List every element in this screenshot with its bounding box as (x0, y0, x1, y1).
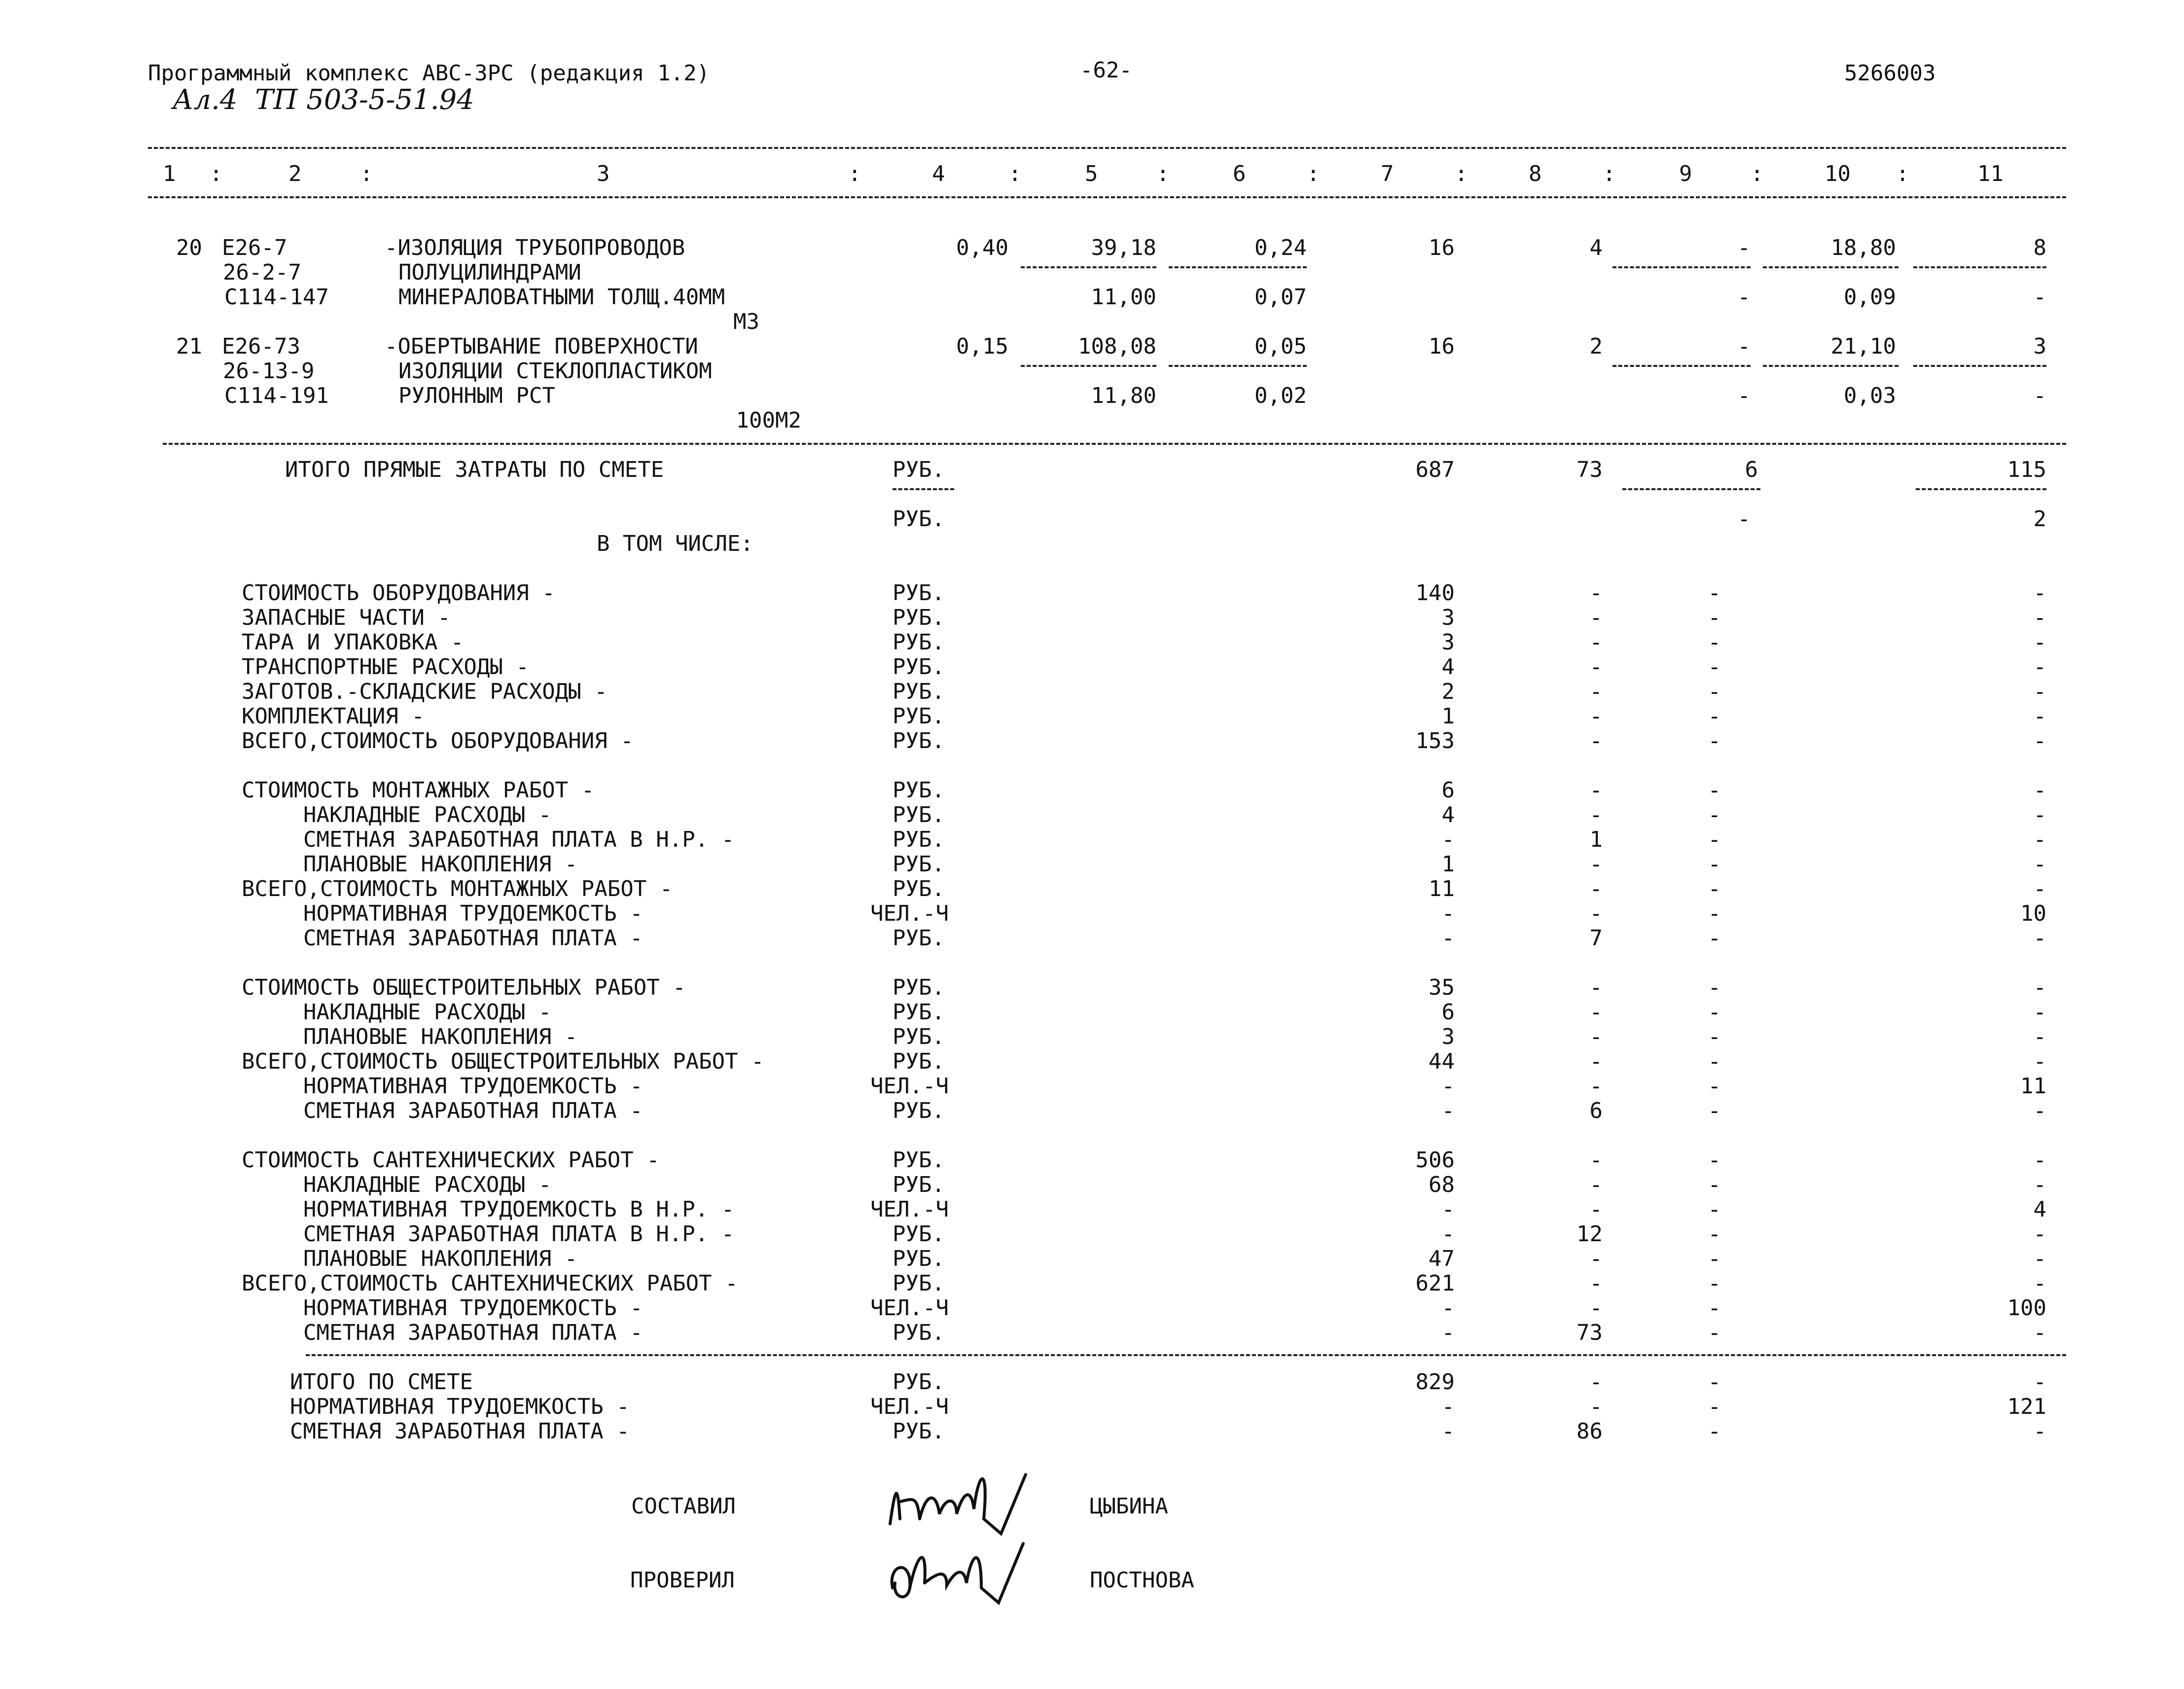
item-c7: 16 (1429, 334, 1455, 359)
direct-total-c7: 687 (1415, 457, 1455, 482)
summary-unit: РУБ. (893, 852, 945, 877)
column-separator: : (848, 161, 861, 186)
summary-label: ПЛАНОВЫЕ НАКОПЛЕНИЯ - (303, 852, 578, 877)
summary-c9: - (1708, 1295, 1721, 1321)
summary-unit: РУБ. (893, 1000, 945, 1025)
summary-unit: РУБ. (893, 876, 945, 901)
summary-label: НАКЛАДНЫЕ РАСХОДЫ - (303, 1172, 552, 1197)
summary-c9: - (1708, 1024, 1721, 1049)
summary-c11: - (2033, 654, 2046, 680)
summary-c7: 1 (1441, 704, 1455, 729)
item-c7: 16 (1429, 235, 1455, 260)
summary-label: НОРМАТИВНАЯ ТРУДОЕМКОСТЬ - (303, 1295, 643, 1321)
grand-total-c9: - (1708, 1394, 1721, 1419)
summary-label: ЗАПАСНЫЕ ЧАСТИ - (242, 605, 451, 630)
summary-unit: РУБ. (893, 1246, 945, 1271)
summary-c11: - (2033, 728, 2046, 754)
summary-c8: 73 (1576, 1320, 1603, 1345)
summary-c7: 11 (1429, 876, 1455, 901)
direct-total-unit: РУБ. (893, 457, 945, 482)
grand-total-c7: 829 (1415, 1369, 1455, 1395)
summary-c8: 12 (1576, 1222, 1603, 1247)
summary-label: ТАРА И УПАКОВКА - (242, 630, 464, 655)
summary-c7: 6 (1441, 778, 1455, 803)
summary-c11: - (2033, 605, 2046, 630)
column-header-6: 6 (1233, 161, 1246, 186)
summary-c8: - (1589, 1148, 1603, 1173)
item-c4: 0,15 (956, 334, 1008, 359)
item-underline-c6 (1169, 365, 1307, 367)
item-c8: 4 (1589, 235, 1603, 260)
grand-total-unit: РУБ. (893, 1369, 945, 1395)
summary-c8: - (1589, 1295, 1603, 1321)
summary-label: СМЕТНАЯ ЗАРАБОТНАЯ ПЛАТА - (303, 1320, 643, 1345)
grand-total-c7: - (1441, 1394, 1455, 1419)
summary-label: КОМПЛЕКТАЦИЯ - (242, 704, 425, 729)
summary-unit: РУБ. (893, 827, 945, 852)
summary-c11: - (2033, 778, 2046, 803)
summary-c9: - (1708, 778, 1721, 803)
summary-unit: РУБ. (893, 1172, 945, 1197)
summary-unit: ЧЕЛ.-Ч (870, 1197, 949, 1222)
summary-c9: - (1708, 580, 1721, 606)
item-c9: - (1737, 334, 1751, 359)
summary-c7: 3 (1441, 605, 1455, 630)
summary-c11: - (2033, 1320, 2046, 1345)
page-number: -62- (1080, 58, 1132, 83)
item-code: Е26-7 (222, 235, 287, 260)
column-header-9: 9 (1679, 161, 1692, 186)
program-title: Программный комплекс АВС-3РС (редакция 1.2) (148, 61, 710, 86)
direct-total-c9: 6 (1745, 457, 1758, 482)
items-bottom-rule (163, 443, 2066, 445)
summary-c9: - (1708, 704, 1721, 729)
item-c6: 0,05 (1254, 334, 1307, 359)
summary-c9: - (1708, 630, 1721, 655)
column-separator: : (1156, 161, 1170, 186)
summary-c9: - (1708, 1098, 1721, 1123)
item-code: 26-2-7 (223, 260, 301, 285)
column-separator: : (1307, 161, 1320, 186)
item-unit: 100М2 (736, 408, 801, 433)
summary-c7: 506 (1415, 1148, 1455, 1173)
summary-c11: - (2033, 1222, 2046, 1247)
summary-label: СМЕТНАЯ ЗАРАБОТНАЯ ПЛАТА В Н.Р. - (303, 827, 735, 852)
grand-total-unit: ЧЕЛ.-Ч (870, 1394, 949, 1419)
summary-label: ЗАГОТОВ.-СКЛАДСКИЕ РАСХОДЫ - (242, 679, 608, 704)
summary-c11: - (2033, 802, 2046, 827)
handwritten-reference: Ал.4 ТП 503-5-51.94 (173, 84, 474, 116)
summary-c11: - (2033, 1000, 2046, 1025)
item-underline-c6 (1169, 266, 1307, 268)
summary-c8: - (1589, 630, 1603, 655)
grand-total-c9: - (1708, 1369, 1721, 1395)
column-header-3: 3 (597, 161, 610, 186)
header-bottom-rule (148, 196, 2066, 198)
summary-unit: РУБ. (893, 1222, 945, 1247)
summary-c7: 3 (1441, 1024, 1455, 1049)
grand-total-c11: - (2033, 1419, 2046, 1444)
summary-c11: - (2033, 876, 2046, 901)
item-c5: 39,18 (1091, 235, 1156, 260)
grand-total-c11: - (2033, 1369, 2046, 1395)
summary-unit: РУБ. (893, 802, 945, 827)
item-c10-materials: 0,03 (1844, 383, 1896, 408)
summary-c8: - (1589, 580, 1603, 606)
summary-c11: 11 (2020, 1074, 2046, 1099)
summary-unit: РУБ. (893, 1148, 945, 1173)
summary-c7: - (1441, 1074, 1455, 1099)
summary-c11: - (2033, 1246, 2046, 1271)
summary-c7: 68 (1429, 1172, 1455, 1197)
signature-checked (883, 1534, 1031, 1617)
summary-c8: 6 (1589, 1098, 1603, 1123)
summary-c8: - (1589, 1197, 1603, 1222)
summary-unit: РУБ. (893, 580, 945, 606)
header-top-rule (148, 147, 2066, 149)
direct-total-unit-2: РУБ. (893, 506, 945, 532)
checked-name: ПОСТНОВА (1090, 1568, 1194, 1593)
item-c6: 0,24 (1254, 235, 1307, 260)
summary-c9: - (1708, 1074, 1721, 1099)
summary-c7: - (1441, 827, 1455, 852)
summary-c11: - (2033, 926, 2046, 951)
summary-c7: 47 (1429, 1246, 1455, 1271)
summary-c7: 1 (1441, 852, 1455, 877)
grand-total-label: ИТОГО ПО СМЕТЕ (290, 1369, 473, 1395)
summary-c9: - (1708, 1246, 1721, 1271)
item-code: С114-147 (224, 285, 329, 310)
grand-total-c8: - (1589, 1394, 1603, 1419)
item-description: -ИЗОЛЯЦИЯ ТРУБОПРОВОДОВ (385, 235, 685, 260)
item-c9-materials: - (1737, 285, 1751, 310)
summary-c9: - (1708, 605, 1721, 630)
summary-c9: - (1708, 1148, 1721, 1173)
summary-c11: - (2033, 1271, 2046, 1296)
column-header-2: 2 (288, 161, 302, 186)
summary-unit: РУБ. (893, 630, 945, 655)
item-underline-c10 (1763, 365, 1898, 367)
item-c6-materials: 0,02 (1254, 383, 1307, 408)
summary-unit: РУБ. (893, 1098, 945, 1123)
column-separator: : (1751, 161, 1764, 186)
item-c10-materials: 0,09 (1844, 285, 1896, 310)
column-separator: : (1603, 161, 1616, 186)
column-header-11: 11 (1977, 161, 2004, 186)
summary-c9: - (1708, 852, 1721, 877)
summary-c9: - (1708, 975, 1721, 1000)
summary-c11: - (2033, 827, 2046, 852)
item-c9: - (1737, 235, 1751, 260)
summary-c11: - (2033, 580, 2046, 606)
summary-label: СМЕТНАЯ ЗАРАБОТНАЯ ПЛАТА В Н.Р. - (303, 1222, 735, 1247)
item-c11: 3 (2033, 334, 2046, 359)
summary-c9: - (1708, 1320, 1721, 1345)
summary-unit: РУБ. (893, 704, 945, 729)
summary-c7: 621 (1415, 1271, 1455, 1296)
grand-total-c7: - (1441, 1419, 1455, 1444)
summary-c11: 100 (2007, 1295, 2046, 1321)
column-header-7: 7 (1381, 161, 1394, 186)
summary-c7: 2 (1441, 679, 1455, 704)
item-c11: 8 (2033, 235, 2046, 260)
summary-label: ВСЕГО,СТОИМОСТЬ МОНТАЖНЫХ РАБОТ - (242, 876, 673, 901)
direct-total-c9-rule (1622, 488, 1760, 490)
item-description: РУЛОННЫМ РСТ (398, 383, 555, 408)
item-c9-materials: - (1737, 383, 1751, 408)
summary-unit: РУБ. (893, 654, 945, 680)
summary-label: СТОИМОСТЬ ОБОРУДОВАНИЯ - (242, 580, 555, 606)
summary-c7: - (1441, 1222, 1455, 1247)
summary-c8: - (1589, 1074, 1603, 1099)
item-c10: 18,80 (1830, 235, 1896, 260)
summary-c8: - (1589, 1246, 1603, 1271)
checked-label: ПРОВЕРИЛ (630, 1568, 735, 1593)
item-underline-c10 (1763, 266, 1898, 268)
item-underline-c5 (1021, 365, 1156, 367)
direct-total-c11-2: 2 (2033, 506, 2046, 532)
grand-total-rule (306, 1354, 2066, 1356)
column-separator: : (1455, 161, 1468, 186)
summary-unit: РУБ. (893, 975, 945, 1000)
direct-total-c11: 115 (2007, 457, 2046, 482)
summary-label: ВСЕГО,СТОИМОСТЬ ОБОРУДОВАНИЯ - (242, 728, 634, 754)
grand-total-label: НОРМАТИВНАЯ ТРУДОЕМКОСТЬ - (290, 1394, 630, 1419)
grand-total-c8: 86 (1576, 1419, 1603, 1444)
summary-c8: - (1589, 975, 1603, 1000)
summary-c8: - (1589, 1271, 1603, 1296)
summary-unit: РУБ. (893, 728, 945, 754)
summary-label: СМЕТНАЯ ЗАРАБОТНАЯ ПЛАТА - (303, 1098, 643, 1123)
summary-c8: - (1589, 605, 1603, 630)
item-c6-materials: 0,07 (1254, 285, 1307, 310)
summary-unit: РУБ. (893, 778, 945, 803)
direct-total-c11-rule (1916, 488, 2046, 490)
summary-c9: - (1708, 926, 1721, 951)
including-label: В ТОМ ЧИСЛЕ: (597, 531, 753, 556)
summary-c7: 153 (1415, 728, 1455, 754)
summary-c9: - (1708, 876, 1721, 901)
document-code: 5266003 (1844, 61, 1936, 86)
summary-c8: - (1589, 679, 1603, 704)
summary-c8: - (1589, 1172, 1603, 1197)
summary-c11: - (2033, 630, 2046, 655)
summary-unit: ЧЕЛ.-Ч (870, 1295, 949, 1321)
summary-label: ВСЕГО,СТОИМОСТЬ ОБЩЕСТРОИТЕЛЬНЫХ РАБОТ - (242, 1049, 764, 1074)
summary-unit: РУБ. (893, 679, 945, 704)
item-c8: 2 (1589, 334, 1603, 359)
column-separator: : (1008, 161, 1022, 186)
summary-c7: 6 (1441, 1000, 1455, 1025)
item-description: ИЗОЛЯЦИИ СТЕКЛОПЛАСТИКОМ (398, 359, 712, 384)
summary-c11: 10 (2020, 901, 2046, 926)
item-c5-materials: 11,80 (1091, 383, 1156, 408)
summary-unit: РУБ. (893, 1024, 945, 1049)
direct-total-c9-2: - (1737, 506, 1751, 532)
item-code: 26-13-9 (223, 359, 315, 384)
summary-label: НОРМАТИВНАЯ ТРУДОЕМКОСТЬ В Н.Р. - (303, 1197, 735, 1222)
summary-c11: - (2033, 975, 2046, 1000)
summary-label: СТОИМОСТЬ ОБЩЕСТРОИТЕЛЬНЫХ РАБОТ - (242, 975, 686, 1000)
summary-c7: 44 (1429, 1049, 1455, 1074)
summary-c7: - (1441, 1197, 1455, 1222)
summary-label: СТОИМОСТЬ МОНТАЖНЫХ РАБОТ - (242, 778, 595, 803)
summary-c9: - (1708, 827, 1721, 852)
summary-c7: - (1441, 926, 1455, 951)
summary-c7: - (1441, 901, 1455, 926)
summary-c9: - (1708, 1271, 1721, 1296)
summary-c8: - (1589, 1049, 1603, 1074)
column-separator: : (1896, 161, 1909, 186)
summary-label: НАКЛАДНЫЕ РАСХОДЫ - (303, 1000, 552, 1025)
item-unit: М3 (733, 309, 759, 334)
item-description: МИНЕРАЛОВАТНЫМИ ТОЛЩ.40ММ (398, 285, 725, 310)
summary-c11: - (2033, 679, 2046, 704)
summary-c7: 140 (1415, 580, 1455, 606)
signature-compiled (883, 1460, 1031, 1544)
summary-label: СТОИМОСТЬ САНТЕХНИЧЕСКИХ РАБОТ - (242, 1148, 660, 1173)
column-header-8: 8 (1529, 161, 1542, 186)
column-header-10: 10 (1825, 161, 1851, 186)
summary-unit: РУБ. (893, 605, 945, 630)
summary-c8: - (1589, 654, 1603, 680)
grand-total-c11: 121 (2007, 1394, 2046, 1419)
summary-c11: - (2033, 1098, 2046, 1123)
item-description: -ОБЕРТЫВАНИЕ ПОВЕРХНОСТИ (385, 334, 698, 359)
summary-c7: - (1441, 1295, 1455, 1321)
summary-c11: - (2033, 1172, 2046, 1197)
summary-unit: ЧЕЛ.-Ч (870, 901, 949, 926)
summary-c7: 4 (1441, 802, 1455, 827)
column-header-5: 5 (1085, 161, 1098, 186)
summary-c8: - (1589, 1000, 1603, 1025)
summary-c8: 7 (1589, 926, 1603, 951)
direct-total-c8: 73 (1576, 457, 1603, 482)
summary-c7: 4 (1441, 654, 1455, 680)
summary-c11: - (2033, 1049, 2046, 1074)
summary-label: НОРМАТИВНАЯ ТРУДОЕМКОСТЬ - (303, 1074, 643, 1099)
item-c4: 0,40 (956, 235, 1008, 260)
summary-c8: - (1589, 901, 1603, 926)
summary-label: ТРАНСПОРТНЫЕ РАСХОДЫ - (242, 654, 529, 680)
direct-total-label: ИТОГО ПРЯМЫЕ ЗАТРАТЫ ПО СМЕТЕ (285, 457, 664, 482)
summary-c8: - (1589, 704, 1603, 729)
summary-c8: - (1589, 876, 1603, 901)
summary-c11: - (2033, 1148, 2046, 1173)
summary-c7: - (1441, 1320, 1455, 1345)
summary-c7: - (1441, 1098, 1455, 1123)
item-number: 21 (176, 334, 202, 359)
summary-c7: 3 (1441, 630, 1455, 655)
summary-label: СМЕТНАЯ ЗАРАБОТНАЯ ПЛАТА - (303, 926, 643, 951)
summary-c8: - (1589, 802, 1603, 827)
summary-c11: - (2033, 852, 2046, 877)
summary-unit: РУБ. (893, 926, 945, 951)
grand-total-c8: - (1589, 1369, 1603, 1395)
summary-unit: ЧЕЛ.-Ч (870, 1074, 949, 1099)
item-code: С114-191 (224, 383, 329, 408)
summary-c9: - (1708, 1197, 1721, 1222)
item-c5-materials: 11,00 (1091, 285, 1156, 310)
item-c11-materials: - (2033, 383, 2046, 408)
summary-c11: 4 (2033, 1197, 2046, 1222)
summary-unit: РУБ. (893, 1049, 945, 1074)
summary-c11: - (2033, 704, 2046, 729)
summary-unit: РУБ. (893, 1271, 945, 1296)
grand-total-unit: РУБ. (893, 1419, 945, 1444)
column-header-4: 4 (932, 161, 945, 186)
direct-total-unit-rule (893, 488, 954, 490)
summary-c9: - (1708, 802, 1721, 827)
summary-label: ПЛАНОВЫЕ НАКОПЛЕНИЯ - (303, 1024, 578, 1049)
summary-c8: 1 (1589, 827, 1603, 852)
summary-c8: - (1589, 728, 1603, 754)
summary-c11: - (2033, 1024, 2046, 1049)
summary-c9: - (1708, 679, 1721, 704)
summary-label: ВСЕГО,СТОИМОСТЬ САНТЕХНИЧЕСКИХ РАБОТ - (242, 1271, 738, 1296)
item-number: 20 (176, 235, 202, 260)
summary-c9: - (1708, 1049, 1721, 1074)
summary-c9: - (1708, 1222, 1721, 1247)
summary-unit: РУБ. (893, 1320, 945, 1345)
compiled-label: СОСТАВИЛ (631, 1494, 736, 1519)
summary-label: НОРМАТИВНАЯ ТРУДОЕМКОСТЬ - (303, 901, 643, 926)
item-code: Е26-73 (222, 334, 300, 359)
item-c11-materials: - (2033, 285, 2046, 310)
compiled-name: ЦЫБИНА (1090, 1494, 1168, 1519)
summary-c9: - (1708, 1172, 1721, 1197)
column-separator: : (210, 161, 223, 186)
summary-c8: - (1589, 1024, 1603, 1049)
column-header-1: 1 (163, 161, 176, 186)
grand-total-label: СМЕТНАЯ ЗАРАБОТНАЯ ПЛАТА - (290, 1419, 630, 1444)
item-c5: 108,08 (1078, 334, 1156, 359)
summary-c9: - (1708, 1000, 1721, 1025)
item-underline-c11 (1913, 365, 2046, 367)
summary-label: ПЛАНОВЫЕ НАКОПЛЕНИЯ - (303, 1246, 578, 1271)
summary-c8: - (1589, 778, 1603, 803)
summary-c7: 35 (1429, 975, 1455, 1000)
column-separator: : (360, 161, 373, 186)
item-underline-c9 (1612, 365, 1751, 367)
summary-c8: - (1589, 852, 1603, 877)
summary-c9: - (1708, 654, 1721, 680)
item-underline-c11 (1913, 266, 2046, 268)
summary-label: НАКЛАДНЫЕ РАСХОДЫ - (303, 802, 552, 827)
item-c10: 21,10 (1830, 334, 1896, 359)
summary-c9: - (1708, 728, 1721, 754)
item-underline-c5 (1021, 266, 1156, 268)
item-description: ПОЛУЦИЛИНДРАМИ (398, 260, 581, 285)
summary-c9: - (1708, 901, 1721, 926)
grand-total-c9: - (1708, 1419, 1721, 1444)
item-underline-c9 (1612, 266, 1751, 268)
